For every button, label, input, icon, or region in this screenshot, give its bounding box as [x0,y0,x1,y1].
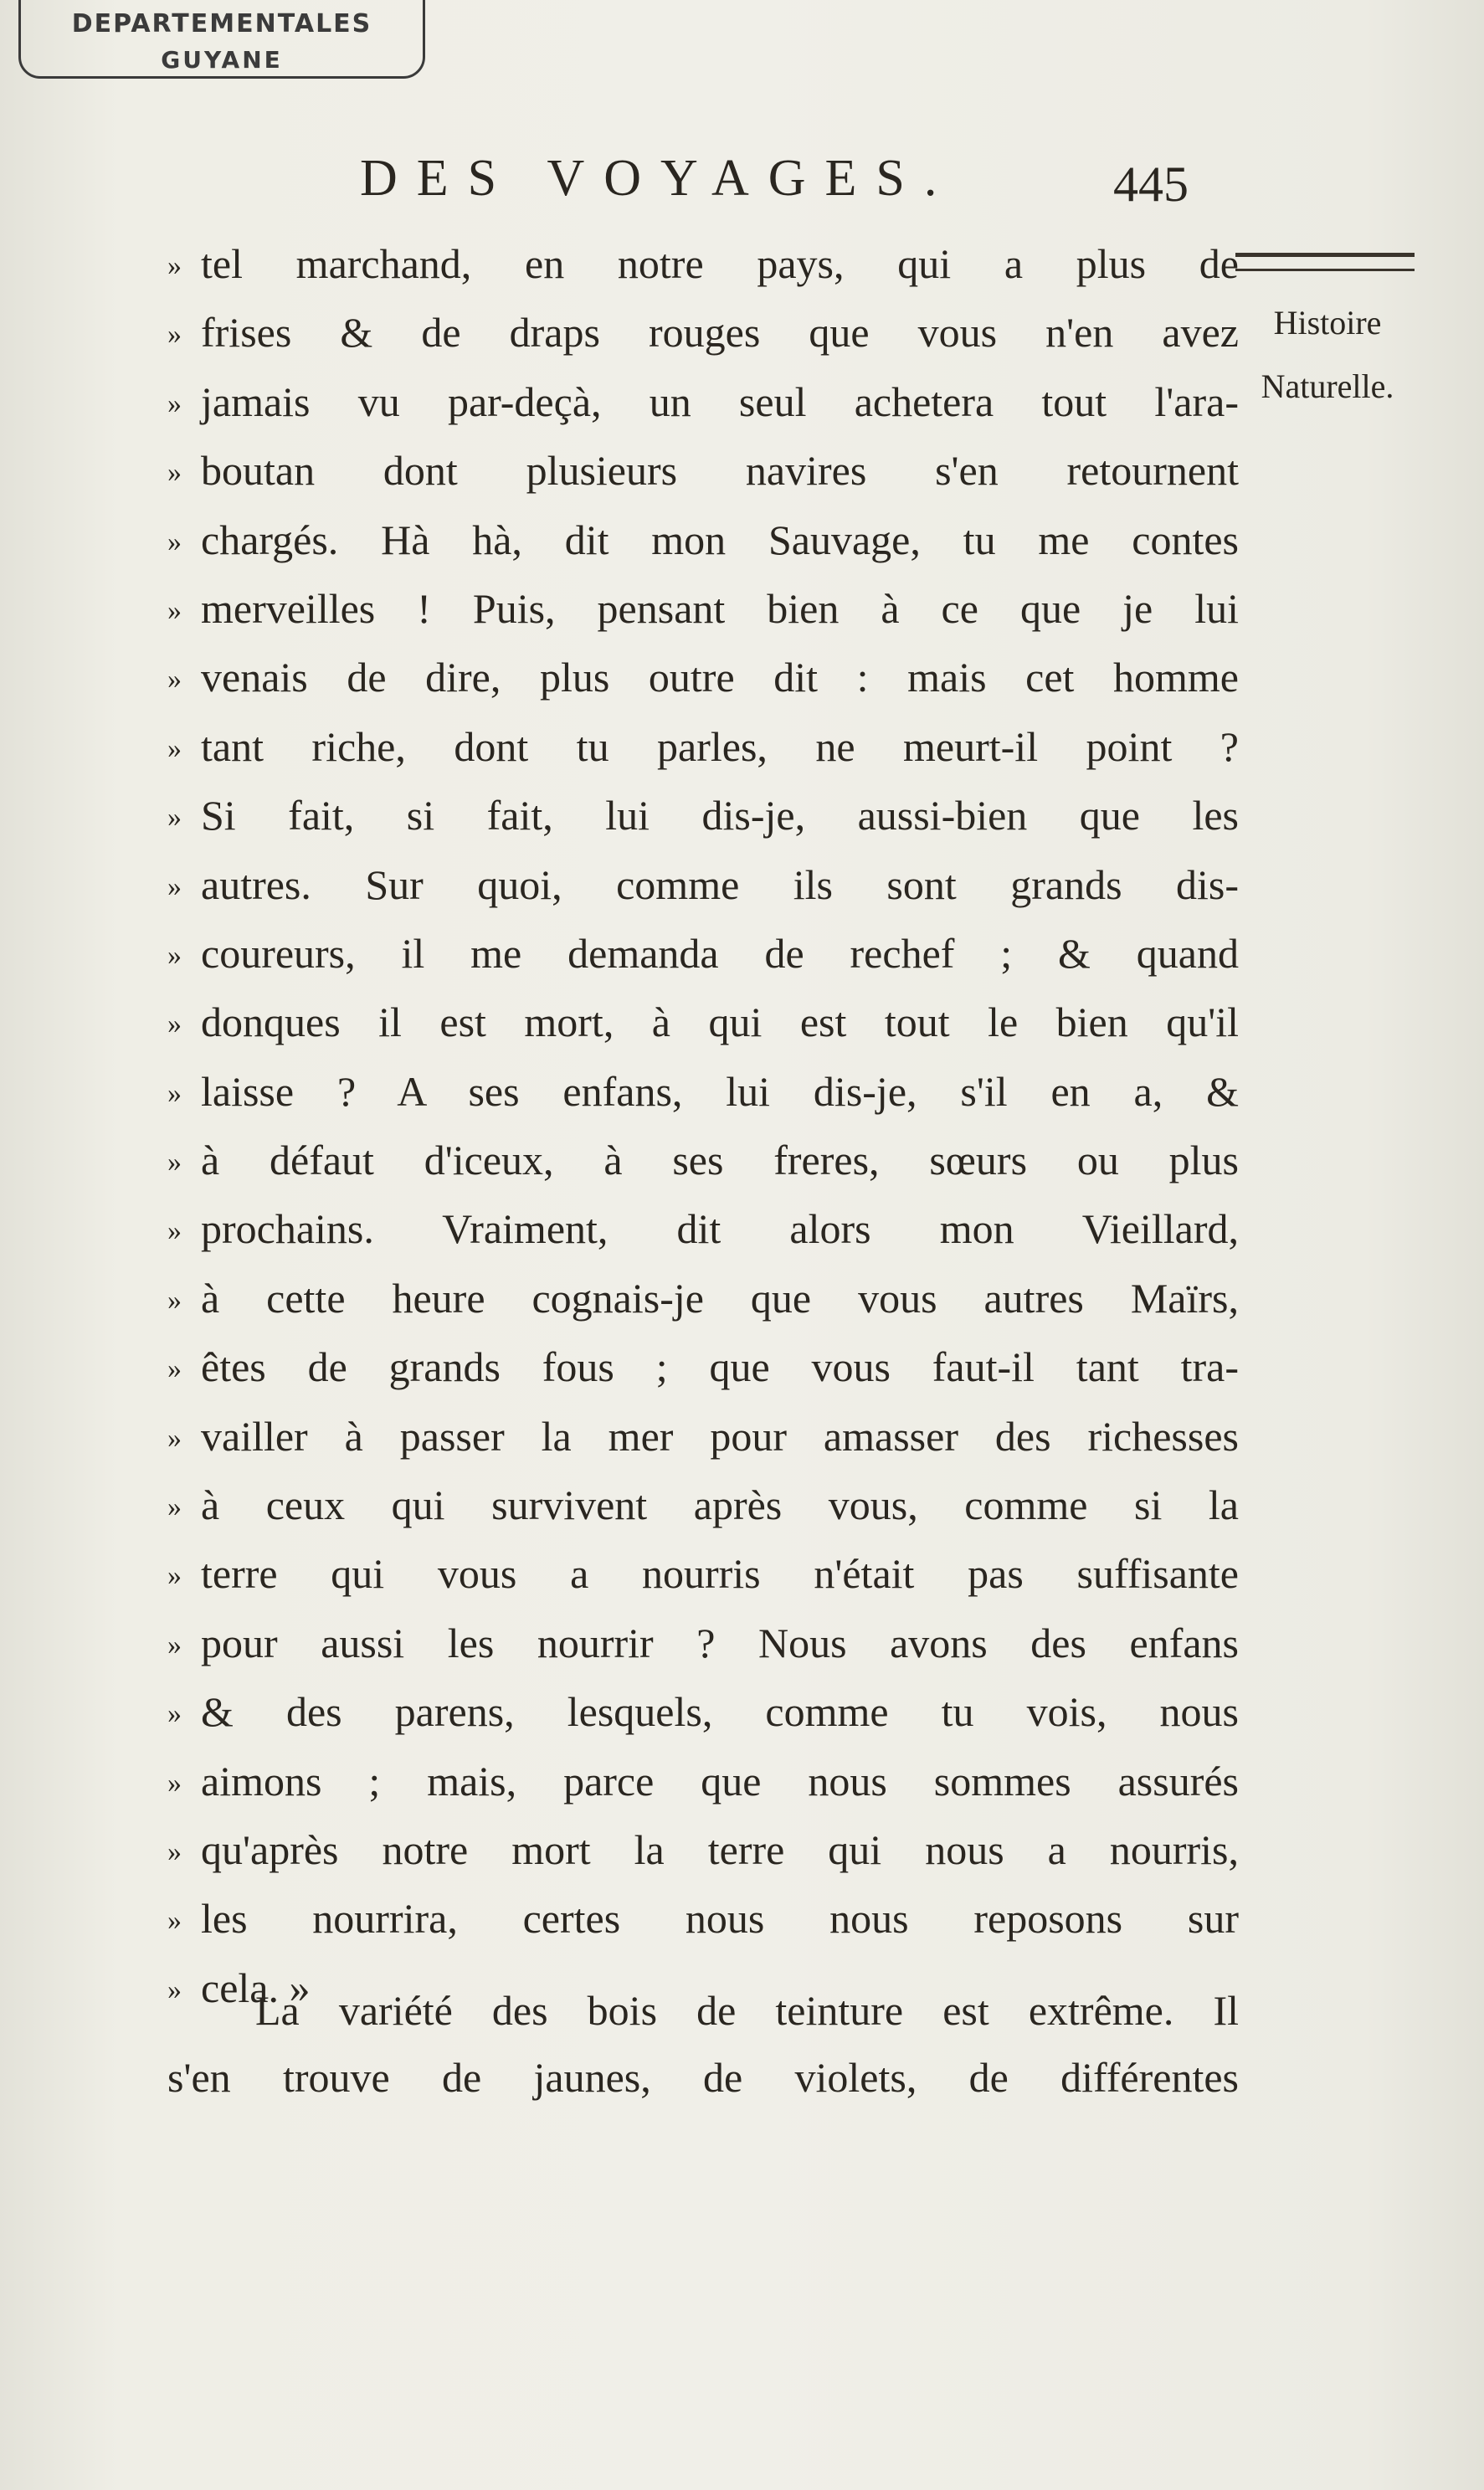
quote-mark: » [167,732,182,764]
text-line-content: merveilles ! Puis, pensant bien à ce que je lui [201,584,1239,632]
text-line-content: Si fait, si fait, lui dis-je, aussi-bien que les [201,792,1239,839]
text-line [167,1126,1239,1194]
quote-mark: » [167,526,182,557]
quote-mark: » [167,802,182,834]
text-line [167,367,1239,436]
quote-mark: » [167,1284,182,1316]
paragraph-line: La variété des bois de teinture est extrême. Il [255,1987,1239,2034]
text-line-content: prochains. Vraiment, dit alors mon Vieillard, [201,1205,1239,1253]
page-number: 445 [1113,157,1189,212]
paragraph-line: s'en trouve de jaunes, de violets, de différentes [167,2054,1239,2101]
text-line [167,1332,1239,1401]
text-line [167,850,1239,919]
text-line-content: jamais vu par-deçà, un seul achetera tout l'ara- [201,377,1239,425]
quote-mark: » [167,664,182,696]
stamp-line-2: GUYANE [161,46,283,74]
quote-mark: » [167,1009,182,1040]
text-line [167,1471,1239,1539]
text-line-content: donques il est mort, à qui est tout le bien qu'il [201,999,1239,1046]
text-line-content: coureurs, il me demanda de rechef ; & quand [201,929,1239,977]
archive-stamp [18,0,425,79]
quote-mark: » [167,1560,182,1592]
quote-mark: » [167,457,182,489]
stamp-line-1: DEPARTEMENTALES [71,9,372,39]
quote-mark: » [167,1767,182,1799]
text-line [167,1264,1239,1332]
text-line [167,1677,1239,1746]
quote-mark: » [167,319,182,351]
text-line-content: & des parens, lesquels, comme tu vois, nous [201,1688,1239,1736]
marginal-note-line-1: Histoire [1273,304,1382,341]
text-line [167,436,1239,505]
quote-mark: » [167,1905,182,1937]
text-line-content: à défaut d'iceux, à ses freres, sœurs ou plus [201,1137,1239,1184]
quote-mark: » [167,1974,182,2005]
text-line-content: vailler à passer la mer pour amasser des richesses [201,1412,1239,1460]
text-line [167,712,1239,781]
text-line-content: à cette heure cognais-je que vous autres Maïrs, [201,1274,1239,1322]
quote-mark: » [167,1835,182,1867]
text-line-content: laisse ? A ses enfans, lui dis-je, s'il en a, & [201,1067,1239,1115]
text-line-content: êtes de grands fous ; que vous faut-il tant tra- [201,1343,1239,1391]
text-line [167,229,1239,298]
text-line-content: les nourrira, certes nous nous reposons sur [201,1895,1239,1943]
paragraph [167,1977,1239,2111]
marginal-rule [1235,253,1415,271]
text-line-content: chargés. Hà hà, dit mon Sauvage, tu me contes [201,516,1239,563]
text-line-content: tel marchand, en notre pays, qui a plus de [201,240,1239,287]
text-line-content: autres. Sur quoi, comme ils sont grands dis- [201,860,1239,908]
text-line [167,574,1239,643]
text-line [167,919,1239,988]
text-line [167,1815,1239,1884]
quote-mark: » [167,1215,182,1247]
text-line-content: aimons ; mais, parce que nous sommes assurés [201,1757,1239,1805]
text-line-content: tant riche, dont tu parles, ne meurt-il point ? [201,722,1239,770]
quote-mark: » [167,1629,182,1661]
text-line-content: pour aussi les nourrir ? Nous avons des enfans [201,1619,1239,1666]
running-title: DES VOYAGES. [360,150,957,207]
quote-mark: » [167,1422,182,1454]
marginal-note-line-2: Naturelle. [1261,367,1394,405]
text-line-content: venais de dire, plus outre dit : mais cet homme [201,654,1239,701]
quote-mark: » [167,939,182,971]
text-line [167,1057,1239,1126]
text-line [167,643,1239,711]
text-line-content: boutan dont plusieurs navires s'en retournent [201,447,1239,495]
marginal-note [1227,291,1428,418]
text-line-content: à ceux qui survivent après vous, comme si la [201,1481,1239,1529]
text-line [167,781,1239,850]
text-line-content: cela. » [201,1964,311,2011]
text-line [167,298,1239,367]
quote-mark: » [167,1698,182,1730]
quoted-passage [167,229,1239,2022]
quote-mark: » [167,1077,182,1109]
text-line [167,1539,1239,1608]
quote-mark: » [167,1491,182,1523]
quote-mark: » [167,594,182,626]
quote-mark: » [167,250,182,281]
text-line [167,506,1239,574]
quote-mark: » [167,870,182,902]
text-line-content: qu'après notre mort la terre qui nous a nourris, [201,1825,1239,1873]
text-line [167,988,1239,1056]
text-line-content: terre qui vous a nourris n'était pas suffisante [201,1550,1239,1598]
text-line [167,1747,1239,1815]
quote-mark: » [167,1147,182,1178]
quote-mark: » [167,1353,182,1385]
text-line [167,1402,1239,1471]
text-line [167,1884,1239,1953]
text-line [167,1609,1239,1677]
text-line-content: frises & de draps rouges que vous n'en avez [201,309,1239,357]
text-line [167,1194,1239,1263]
quote-mark: » [167,388,182,419]
